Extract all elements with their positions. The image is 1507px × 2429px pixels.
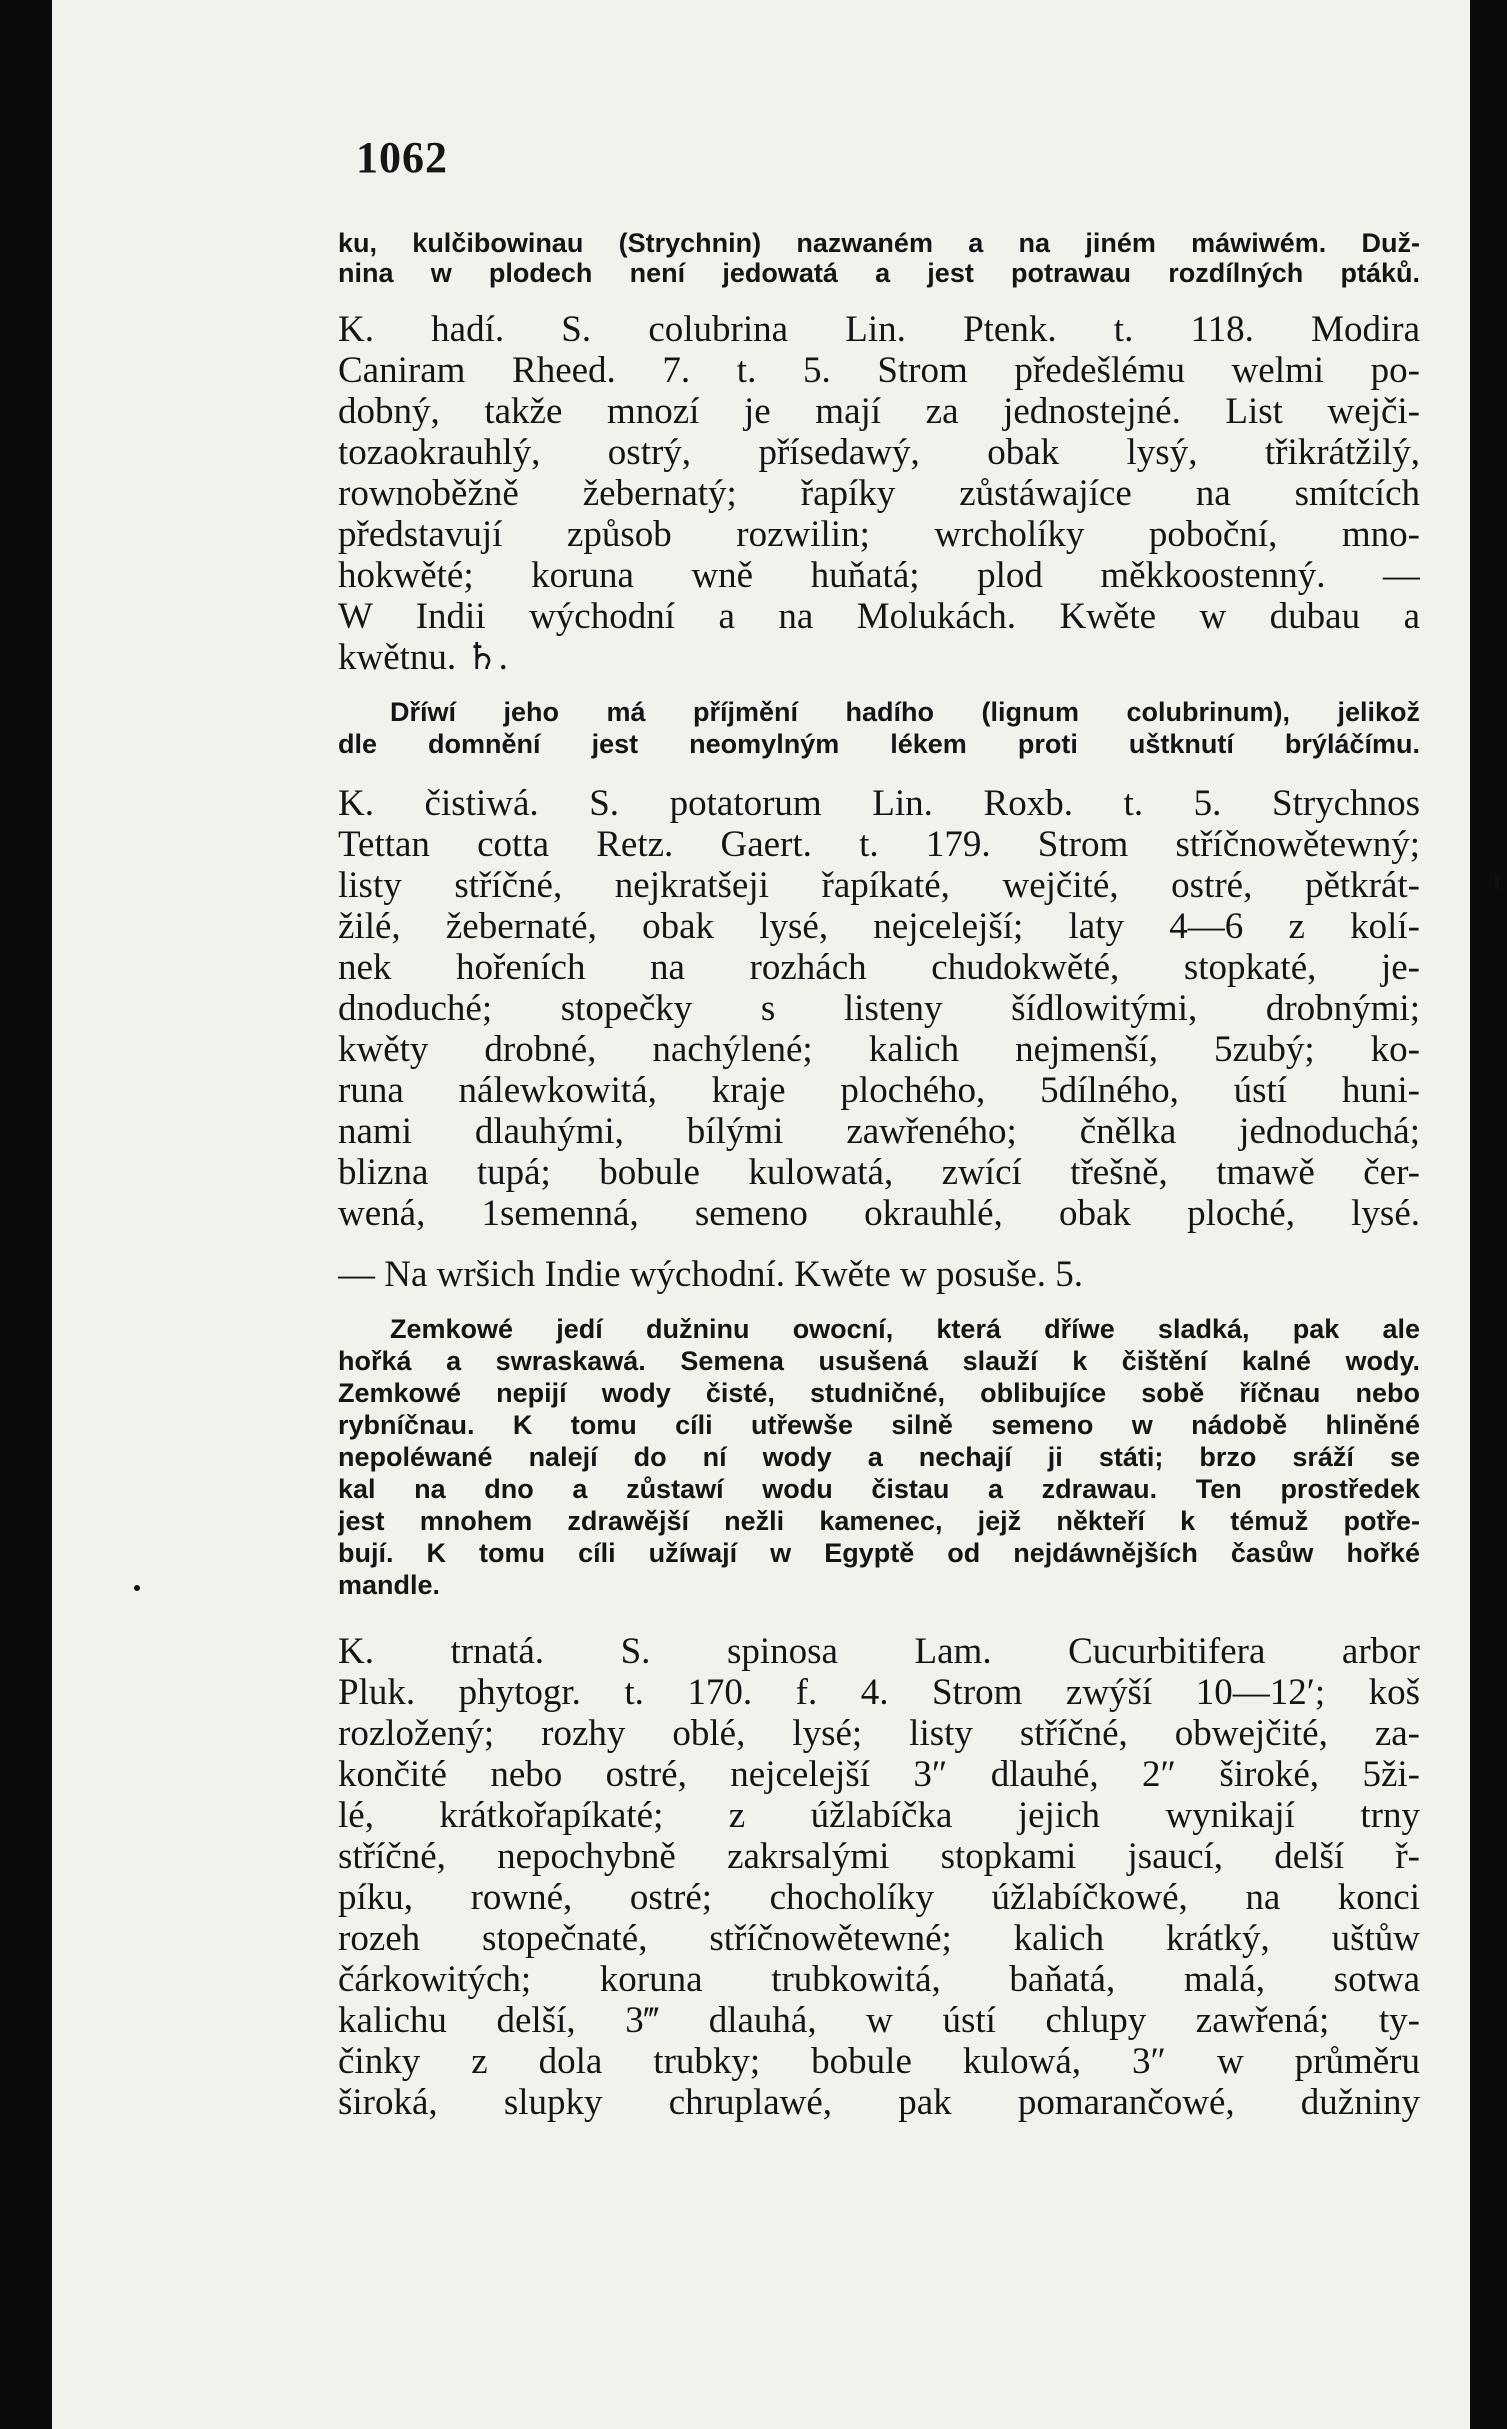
text-line: rownoběžně žebernatý; řapíky zůstáwajíce na smítcích [338,474,1420,514]
text-line: nek hořeních na rozhách chudokwěté, stopkaté, je- [338,948,1420,988]
text-line: K. čistiwá. S. potatorum Lin. Roxb. t. 5. Strychnos [338,784,1420,824]
text-line: lé, krátkořapíkaté; z úžlabíčka jejich wynikají trny [338,1796,1420,1836]
text-line: představují způsob rozwilin; wrcholíky poboční, mno- [338,515,1420,555]
text-line: tozaokrauhlý, ostrý, přísedawý, obak lysý, třikrátžilý, [338,433,1420,473]
text-line: stříčné, nepochybně zakrsalými stopkami jsaucí, delší ř- [338,1837,1420,1877]
scan-mark [134,1585,140,1591]
text-line: končité nebo ostré, nejcelejší 3″ dlauhé, 2″ široké, 5ži- [338,1755,1420,1795]
text-line: Zemkowé jedí dužninu owocní, která dříwe sladká, pak ale [390,1314,1420,1344]
text-line: runa nálewkowitá, kraje plochého, 5dílného, ústí huni- [338,1071,1420,1111]
text-line: činky z dola trubky; bobule kulowá, 3″ w průměru [338,2042,1420,2082]
text-line: nina w plodech není jedowatá a jest potrawau rozdílných ptáků. [338,258,1420,288]
text-line: Zemkowé nepijí wody čisté, studničné, oblibujíce sobě říčnau nebo [338,1378,1420,1408]
text-line: wená, 1semenná, semeno okrauhlé, obak ploché, lysé. [338,1194,1420,1234]
text-line: hokwěté; koruna wně huňatá; plod měkkoostenný. — [338,556,1420,596]
text-line: píku, rowné, ostré; chocholíky úžlabíčkowé, na konci [338,1878,1420,1918]
text-line: — Na wršich Indie wýchodní. Kwěte w posuše. 5. [338,1255,1083,1295]
text-line: široká, slupky chruplawé, pak pomarančowé, dužniny [338,2083,1420,2123]
text-line: mandle. [338,1570,441,1600]
text-line: dnoduché; stopečky s listeny šídlowitými, drobnými; [338,989,1420,1029]
text-line: K. hadí. S. colubrina Lin. Ptenk. t. 118. Modira [338,310,1420,350]
text-line: blizna tupá; bobule kulowatá, zwící třešně, tmawě čer- [338,1153,1420,1193]
text-line: ku, kulčibowinau (Strychnin) nazwaném a na jiném máwiwém. Duž- [338,228,1420,258]
text-line: W Indii wýchodní a na Molukách. Kwěte w dubau a [338,597,1420,637]
text-line: dobný, takže mnozí je mají za jednostejné. List wejči- [338,392,1420,432]
text-line: jest mnohem zdrawější nežli kamenec, jejž někteří k témuž potře- [338,1506,1420,1536]
text-line: K. trnatá. S. spinosa Lam. Cucurbitifera arbor [338,1632,1420,1672]
text-line: kal na dno a zůstawí wodu čistau a zdrawau. Ten prostředek [338,1474,1420,1504]
text-line: rozeh stopečnaté, stříčnowětewné; kalich krátký, uštůw [338,1919,1420,1959]
text-line: nepoléwané nalejí do ní wody a nechají ji státi; brzo sráží se [338,1442,1420,1472]
text-line: listy stříčné, nejkratšeji řapíkaté, wejčité, ostré, pětkrát- [338,866,1420,906]
text-line: čárkowitých; koruna trubkowitá, baňatá, malá, sotwa [338,1960,1420,2000]
text-line: Pluk. phytogr. t. 170. f. 4. Strom zwýší 10—12′; koš [338,1673,1420,1713]
text-line: hořká a swraskawá. Semena usušená slauží k čištění kalné wody. [338,1346,1420,1376]
text-line: nami dlauhými, bílými zawřeného; čnělka jednoduchá; [338,1112,1420,1152]
text-line: Dříwí jeho má příjmění hadího (lignum colubrinum), jelikož [390,697,1420,727]
text-line: kwětnu. ♄. [338,638,508,678]
text-line: Caniram Rheed. 7. t. 5. Strom předešlému welmi po- [338,351,1420,391]
text-line: kalichu delší, 3‴ dlauhá, w ústí chlupy zawřená; ty- [338,2001,1420,2041]
text-line: žilé, žebernaté, obak lysé, nejcelejší; laty 4—6 z kolí- [338,907,1420,947]
text-line: dle domnění jest neomylným lékem proti uštknutí brýláčímu. [338,729,1420,759]
text-line: kwěty drobné, nachýlené; kalich nejmenší, 5zubý; ko- [338,1030,1420,1070]
page-number: 1062 [356,133,448,182]
text-line: bují. K tomu cíli užíwají w Egyptě od nejdáwnějších časůw hořké [338,1538,1420,1568]
text-line: rozložený; rozhy oblé, lysé; listy stříčné, obwejčité, za- [338,1714,1420,1754]
text-line: Tettan cotta Retz. Gaert. t. 179. Strom stříčnowětewný; [338,825,1420,865]
scan-mark [1495,875,1499,889]
text-line: rybníčnau. K tomu cíli utřewše silně semeno w nádobě hliněné [338,1410,1420,1440]
